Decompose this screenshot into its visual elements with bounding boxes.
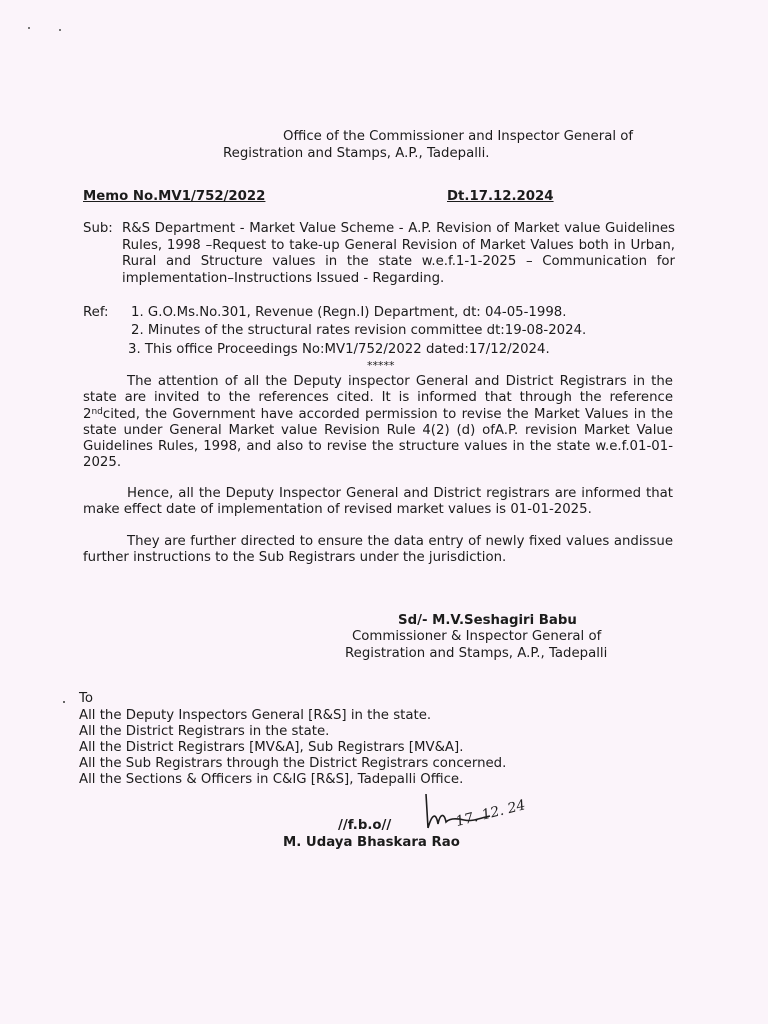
reference-item-2: 2. Minutes of the structural rates revision committee dt:19-08-2024. — [131, 323, 587, 338]
subject-text — [122, 221, 675, 288]
paragraph-1-text-b: cited, the Government have accorded permission to revise the Market Values in the state under General Market value Revision Rule 4(2) (d) ofA.P. revision Market Value Guidelines Rules, 1998, and also to revise the structure values in the state w.e.f.01-01-2025. — [83, 406, 673, 471]
subject-body: R&S Department - Market Value Scheme - A.P. Revision of Market value Guidelines Rules, 1998 –Request to take-up General Revision of Market Values both in Urban, Rural and Structure values in the state w.e.f.1-1-2025 – Communication for implementation–Instructions Issued - Regarding. — [122, 221, 675, 287]
recipients-label: To — [79, 691, 93, 706]
memo-date: Dt.17.12.2024 — [447, 189, 554, 204]
references-label: Ref: — [83, 305, 109, 320]
recipient-item-4: All the Sub Registrars through the District Registrars concerned. — [79, 756, 507, 771]
body-paragraph-2: Hence, all the Deputy Inspector General and District registrars are informed that make effect date of implementation of revised market values is 01-01-2025. — [83, 486, 673, 518]
signatory-title: Commissioner & Inspector General of — [352, 629, 602, 644]
forwarding-officer-name: M. Udaya Bhaskara Rao — [283, 835, 460, 850]
reference-item-3: 3. This office Proceedings No:MV1/752/2022 dated:17/12/2024. — [128, 342, 550, 357]
signatory-office: Registration and Stamps, A.P., Tadepalli — [345, 646, 608, 661]
office-header-line-2: Registration and Stamps, A.P., Tadepalli. — [223, 146, 490, 161]
body-paragraph-3: They are further directed to ensure the data entry of newly fixed values andissue further instructions to the Sub Registrars under the jurisdiction. — [83, 534, 673, 566]
signatory-name: Sd/- M.V.Seshagiri Babu — [398, 613, 577, 628]
recipient-item-5: All the Sections & Officers in C&IG [R&S], Tadepalli Office. — [79, 772, 464, 787]
scan-speck — [59, 29, 61, 31]
office-header-line-1: Office of the Commissioner and Inspector General of — [283, 129, 634, 144]
reference-item-1: 1. G.O.Ms.No.301, Revenue (Regn.I) Department, dt: 04-05-1998. — [131, 305, 567, 320]
recipient-item-3: All the District Registrars [MV&A], Sub Registrars [MV&A]. — [79, 740, 464, 755]
paragraph-1-text-a: The attention of all the Deputy inspector General and District Registrars in the state are invited to the references cited. It is informed that through the reference 2 — [83, 374, 673, 422]
handwritten-date: 17. 12. 24 — [454, 797, 528, 830]
memo-number: Memo No.MV1/752/2022 — [83, 189, 266, 204]
subject-label: Sub: — [83, 221, 113, 236]
recipient-item-1: All the Deputy Inspectors General [R&S] in the state. — [79, 708, 432, 723]
recipient-item-2: All the District Registrars in the state. — [79, 724, 330, 739]
references-separator: ***** — [367, 359, 395, 372]
superscript-nd: nd — [91, 406, 103, 417]
fbo-mark: //f.b.o// — [338, 818, 392, 833]
body-paragraph-1 — [83, 374, 673, 472]
scan-speck — [63, 701, 65, 703]
scan-speck — [28, 27, 30, 29]
